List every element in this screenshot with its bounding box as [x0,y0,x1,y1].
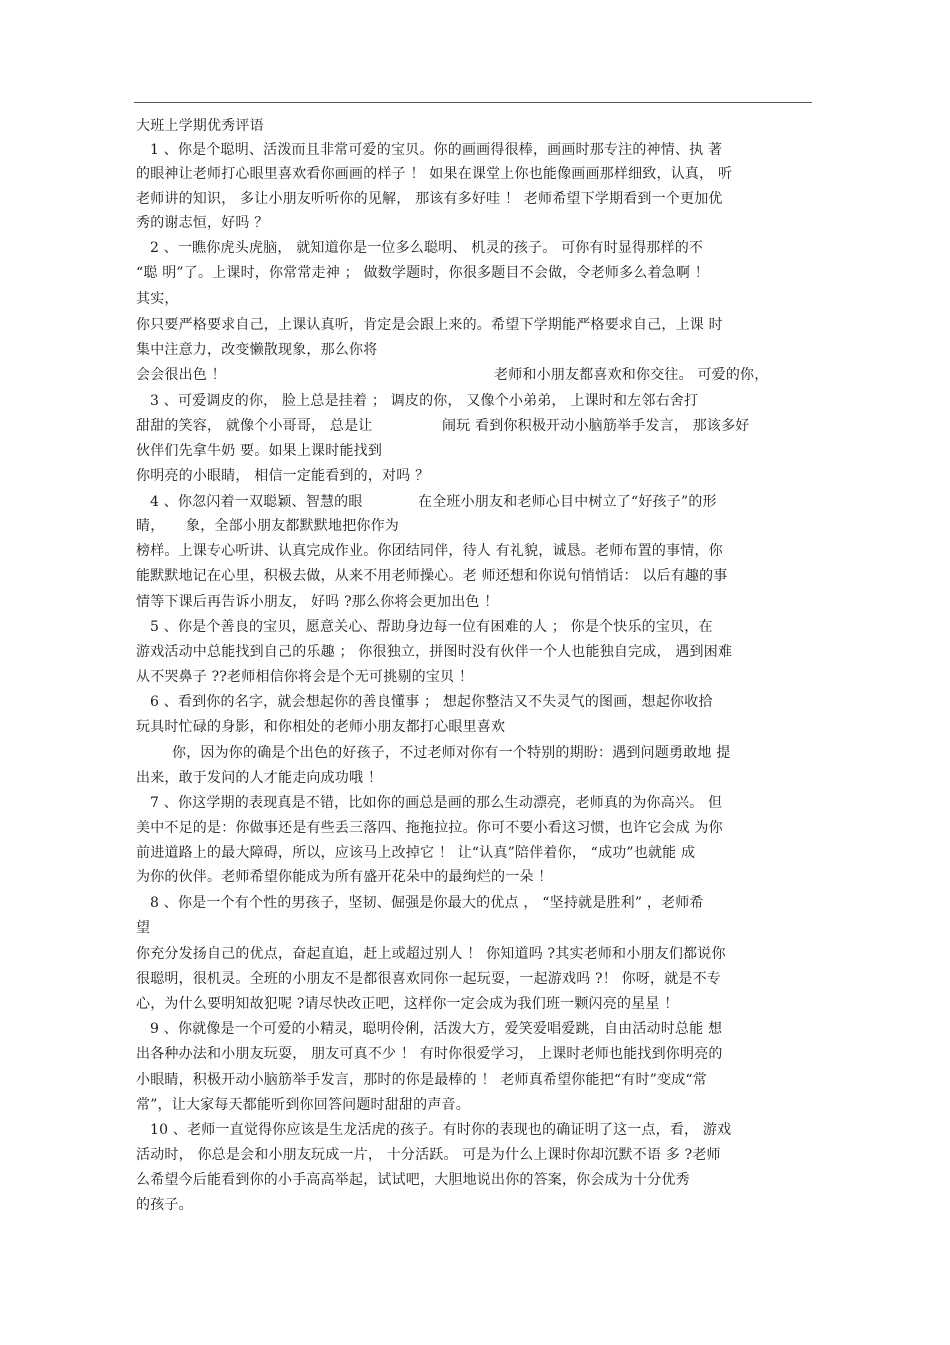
text-line-36: 望 [136,920,151,936]
text-line-34: 为你的伙伴。老师希望你能成为所有盛开花朵中的最绚烂的一朵 ！ [136,869,553,885]
text-line-29: 你，因为你的确是个出色的好孩子，不过老师对你有一个特别的期盼：遇到问题勇敢地 提 [172,745,731,761]
text-line-5: 2 、一瞧你虎头虎脑， 就知道你是一位多么聪明、 机灵的孩子。 可你有时显得那样的不 [150,240,704,256]
text-line-21: 榜样。上课专心听讲、认真完成作业。你团结同伴，待人 有礼貌，诚恳。老师布置的事情，你 [136,543,723,559]
text-line-23: 情等下课后再告诉小朋友， 好吗 ?那么你将会更加出色 ！ [136,594,499,610]
text-line-22: 能默默地记在心里，积极去做，从来不用老师操心。老 师还想和你说句悄悄话： 以后有趣的事 [136,568,728,584]
text-line-24: 5 、你是个善良的宝贝，愿意关心、帮助身边每一位有困难的人 ； 你是个快乐的宝贝，在 [150,619,713,635]
text-line-37: 你充分发扬自己的优点，奋起直追，赶上或超过别人 ！ 你知道吗 ?其实老师和小朋友们都说你 [136,946,726,962]
text-line-2: 的眼神让老师打心眼里喜欢看你画画的样子 ！ 如果在课堂上你也能像画画那样细致，认真， 听 [136,166,733,182]
text-line-7: 其实， [136,291,179,307]
header-rule [134,102,812,103]
text-line-27: 6 、看到你的名字，就会想起你的善良懂事 ； 想起你整洁又不失灵气的图画，想起你收拾 [150,694,713,710]
text-line-26: 从不哭鼻子 ??老师相信你将会是个无可挑剔的宝贝 ！ [136,669,474,685]
text-line-4: 秀的谢志恒，好吗 ？ [136,215,269,231]
text-line-9: 集中注意力，改变懒散现象，那么你将 [136,342,378,358]
text-line-35: 8 、你是一个有个性的男孩子，坚韧、倔强是你最大的优点 ， “坚持就是胜利” ，老师希 [150,895,704,911]
text-line-16: 你明亮的小眼睛， 相信一定能看到的，对吗 ？ [136,468,430,484]
text-line-45: 活动时， 你总是会和小朋友玩成一片， 十分活跃。 可是为什么上课时你却沉默不语 多 ?老师 [136,1147,721,1163]
text-line-19: 睛， [136,518,165,534]
text-line-42: 小眼睛，积极开动小脑筋举手发言，那时的你是最棒的 ！ 老师真希望你能把“有时”变成“常 [136,1072,707,1088]
text-line-40: 9 、你就像是一个可爱的小精灵，聪明伶俐，活泼大方，爱笑爱唱爱跳，自由活动时总能 想 [150,1021,723,1037]
text-line-12: 3 、可爱调皮的你， 脸上总是挂着 ； 调皮的你， 又像个小弟弟， 上课时和左邻右舍打 [150,393,699,409]
text-line-38: 很聪明，很机灵。全班的小朋友不是都很喜欢同你一起玩耍，一起游戏吗 ?！ 你呀，就是不专 [136,971,722,987]
text-line-20: 象，全部小朋友都默默地把你作为 [186,518,399,534]
text-line-17: 4 、你忽闪着一双聪颖、智慧的眼 [150,494,363,510]
text-line-41: 出各种办法和小朋友玩耍， 朋友可真不少 ！ 有时你很爱学习， 上课时老师也能找到你明亮的 [136,1046,723,1062]
text-line-13: 甜甜的笑容， 就像个小哥哥， 总是让 [136,418,373,434]
text-line-30: 出来，敢于发问的人才能走向成功哦 ！ [136,770,383,786]
text-line-28: 玩具时忙碌的身影，和你相处的老师小朋友都打心眼里喜欢 [136,719,506,735]
text-line-43: 常”，让大家每天都能听到你回答问题时甜甜的声音。 [136,1097,470,1113]
text-line-31: 7 、你这学期的表现真是不错，比如你的画总是画的那么生动漂亮，老师真的为你高兴。 但 [150,795,723,811]
document-title: 大班上学期优秀评语 [136,118,264,134]
text-line-47: 的孩子。 [136,1197,193,1213]
text-line-3: 老师讲的知识， 多让小朋友听听你的见解， 那该有多好哇 ！ 老师希望下学期看到一个更加优 [136,191,723,207]
text-line-1: 1 、你是个聪明、活泼而且非常可爱的宝贝。你的画画得很棒，画画时那专注的神情、执 著 [150,142,723,158]
text-line-8: 你只要严格要求自己，上课认真听，肯定是会跟上来的。希望下学期能严格要求自己，上课 时 [136,317,723,333]
text-line-6: “聪 明”了。上课时，你常常走神 ； 做数学题时，你很多题目不会做，令老师多么着急啊 ！ [136,265,709,281]
text-line-15: 伙伴们先拿牛奶 要。如果上课时能找到 [136,443,383,459]
text-line-39: 心，为什么要明知故犯呢 ?请尽快改正吧，这样你一定会成为我们班一颗闪亮的星星 ！ [136,996,679,1012]
text-line-25: 游戏活动中总能找到自己的乐趣 ； 你很独立，拼图时没有伙伴一个人也能独自完成， 遇到困难 [136,644,733,660]
text-line-18: 在全班小朋友和老师心目中树立了“好孩子”的形 [418,494,717,510]
text-line-33: 前进道路上的最大障碍，所以，应该马上改掉它 ！ 让“认真”陪伴着你， “成功”也就能 成 [136,845,696,861]
text-line-10: 会会很出色 ！ [136,367,226,383]
text-line-14: 闹玩 看到你积极开动小脑筋举手发言， 那该多好 [442,418,750,434]
text-line-44: 10 、老师一直觉得你应该是生龙活虎的孩子。有时你的表现也的确证明了这一点，看， 游戏 [150,1122,732,1138]
text-line-11: 老师和小朋友都喜欢和你交往。 可爱的你， [494,367,769,383]
text-line-32: 美中不足的是：你做事还是有些丢三落四、拖拖拉拉。你可不要小看这习惯，也许它会成 为你 [136,820,723,836]
text-line-46: 么希望今后能看到你的小手高高举起，试试吧，大胆地说出你的答案，你会成为十分优秀 [136,1172,690,1188]
